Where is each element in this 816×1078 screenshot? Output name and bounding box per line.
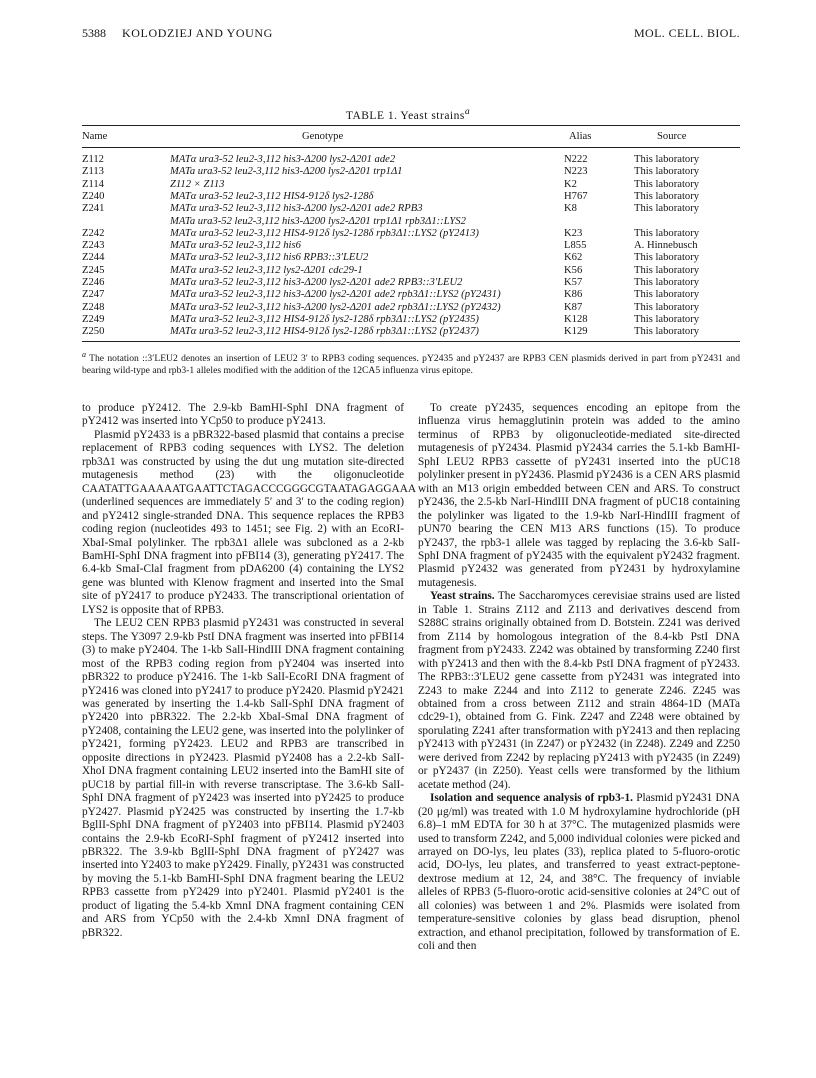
cell-strain-name: Z114 (82, 178, 104, 190)
table-row (82, 289, 740, 301)
table-caption: TABLE 1. Yeast strains$^a$ (345, 106, 471, 122)
cell-source: This laboratory (634, 227, 700, 239)
cell-strain-name: Z242 (82, 227, 105, 239)
cell-source: This laboratory (634, 277, 700, 288)
cell-alias: K56 (564, 264, 583, 276)
table-row (82, 203, 740, 215)
table-row (82, 154, 740, 166)
cell-alias: K23 (564, 227, 583, 239)
cell-alias: L855 (564, 240, 587, 252)
cell-source: This laboratory (634, 190, 700, 202)
paragraph: To create pY2435, sequences encoding an epitope from the influenza virus hemagglutinin protein was added to the amino terminus of RPB3 by oligonucleotide-mediated site-directed mutagenesis of pY2434. Plasmid pY2434 carries the 5.1-kb BamHI-SphI LEU2 RPB3 cassette of pY2431 inserted into the pUC18 polylinker present in pY2436. Plasmid pY2436 is a CEN ARS plasmid with an M13 origin embedded between CEN and ARS. To construct pY2436, the 2.5-kb NarI-HindIII DNA fragment of pUC18 containing the polylinker was ligated to the 1.9-kb NarI-HindIII fragment of pUN70 bearing the CEN M13 ARS functions (15). To produce pY2437, the rpb3-1 allele was tagged by replacing the 3.6-kb SalI-SphI DNA fragment of pY2435 with the equivalent pY2432 fragment. Plasmid pY2432 was generated from pY2431 by hydroxylamine mutagenesis. (418, 402, 740, 589)
cell-alias: N223 (564, 166, 588, 178)
table-row (82, 179, 740, 191)
cell-genotype: MATα ura3-52 leu2-3,112 lys2-Δ201 cdc29-1 (170, 264, 363, 276)
column-header-name: Name (82, 131, 108, 142)
cell-source: This laboratory (634, 252, 700, 264)
table-bottom-rule (82, 341, 740, 342)
cell-genotype: MATα ura3-52 leu2-3,112 his6 RPB3::3′LEU2 (170, 252, 369, 264)
caption-footnote-marker: a (464, 106, 471, 117)
cell-strain-name: Z248 (82, 301, 105, 313)
cell-strain-name: Z247 (82, 289, 105, 301)
cell-source: A. Hinnebusch (634, 240, 698, 252)
cell-alias: K128 (564, 313, 588, 325)
cell-genotype: Z112 × Z113 (170, 178, 225, 190)
table-row (82, 228, 740, 240)
cell-genotype: MATα ura3-52 leu2-3,112 his3-Δ200 lys2-Δ201 ade2 RPB3::3′LEU2 (170, 277, 463, 288)
left-column (82, 402, 417, 940)
cell-genotype: MATα ura3-52 leu2-3,112 his6 (170, 240, 301, 252)
cell-strain-name: Z241 (82, 203, 105, 215)
cell-alias: K86 (564, 289, 583, 301)
cell-source: This laboratory (634, 326, 700, 338)
journal-name: MOL. CELL. BIOL. (633, 26, 740, 40)
running-header (82, 26, 740, 44)
cell-genotype: MATα ura3-52 leu2-3,112 his3-Δ200 lys2-Δ201 ade2 rpb3Δ1::LYS2 (pY2431) (170, 289, 501, 301)
cell-source: This laboratory (634, 178, 700, 190)
cell-alias: K62 (564, 252, 583, 264)
cell-strain-name: Z243 (82, 240, 105, 252)
table-row (82, 302, 740, 314)
cell-strain-name: Z112 (82, 154, 104, 165)
cell-genotype: MATα ura3-52 leu2-3,112 HIS4-912δ lys2-128δ rpb3Δ1::LYS2 (pY2437) (170, 326, 479, 338)
right-column (418, 402, 740, 954)
cell-strain-name: Z246 (82, 277, 105, 288)
table-row (82, 326, 740, 338)
table-row (82, 216, 740, 228)
paragraph: to produce pY2412. The 2.9-kb BamHI-SphI DNA fragment of pY2412 was inserted into YCp50 to produce pY2413. (82, 402, 404, 428)
table-row (82, 252, 740, 264)
cell-alias: K87 (564, 301, 583, 313)
run-in-heading: Isolation and sequence analysis of rpb3-1. (430, 792, 633, 805)
cell-genotype: MATα ura3-52 leu2-3,112 HIS4-912δ lys2-128δ rpb3Δ1::LYS2 (pY2413) (170, 227, 479, 239)
cell-genotype: MATα ura3-52 leu2-3,112 HIS4-912δ lys2-128δ rpb3Δ1::LYS2 (pY2435) (170, 313, 479, 325)
cell-alias: N222 (564, 154, 588, 165)
cell-alias: K129 (564, 326, 588, 338)
cell-strain-name: Z240 (82, 190, 105, 202)
paragraph-isolation: Isolation and sequence analysis of rpb3-1. Plasmid pY2431 DNA (20 μg/ml) was treated with 1.0 M hydroxylamine hydrochloride (pH 6.8)–1 mM EDTA for 30 h at 37°C. The mutagenized plasmids were used to transform Z242, and 5,000 individual colonies were picked and arrayed on DO-lys, leu plates (33), replica plated to 5-fluoro-orotic acid, DO-lys, leu plates, and transferred to yeast extract-peptone-dextrose medium at 12, 24, and 38°C. The frequency of inviable alleles of RPB3 (5-fluoro-orotic acid-sensitive colonies at 24°C out of all colonies) was between 1 and 2%. Plasmids were isolated from temperature-sensitive colonies by glass bead disruption, phenol extraction, and ethanol precipitation, followed by transformation of E. coli and then (418, 792, 740, 953)
cell-source: This laboratory (634, 166, 700, 178)
paragraph-yeast-strains: Yeast strains. The Saccharomyces cerevisiae strains used are listed in Table 1. Strains Z112 and Z113 and derivatives descend from S288C strains originally obtained from D. Botstein. Z241 was derived from Z114 by homologous integration of the 8.4-kb PstI DNA fragment from pY2433. Z242 was obtained by transforming Z240 first with pY2413 and then with the 8.4-kb PstI DNA fragment of pY2433. The RPB3::3′LEU2 gene cassette from pY2431 was integrated into Z243 to make Z244 and into Z112 to generate Z246. Z245 was obtained from a cross between Z112 and strain 4864-1D (MATa cdc29-1), obtained from G. Fink. Z247 and Z248 were obtained by sporulating Z241 after transformation with pY2413 and then replacing pY2413 with pY2431 (in Z247) or pY2432 (in Z248). Z249 and Z250 were derived from Z242 by replacing pY2413 with pY2435 (in Z249) or pY2437 (in Z250). Yeast cells were transformed by the lithium acetate method (24). (418, 590, 741, 791)
table-row (82, 191, 740, 203)
cell-strain-name: Z245 (82, 264, 105, 276)
paragraph: Plasmid pY2433 is a pBR322-based plasmid that contains a precise replacement of RPB3 coding sequences with LYS2. The deletion rpb3Δ1 was constructed by using the dut ung mutation site-directed mutagenesis method (23) with the oligonucleotide CAATATTGAAAAATGAATTCTAGACCCGGGCGTAATAGAGGAAA (underlined sequences are immediately 5′ and 3′ to the coding region) and pY2412 single-stranded DNA. This sequence replaces the RPB3 coding region (nucleotides 493 to 1451; see Fig. 2) with an EcoRI-XbaI-SmaI polylinker. The rpb3Δ1 allele was subcloned as a 2-kb BamHI-SphI DNA fragment into pFBI14 (3), generating pY2417. The 6.4-kb SmaI-ClaI fragment from pDA6200 (4) containing the LYS2 gene was blunted with Klenow fragment and inserted into the SmaI site of pY2417 to produce pY2433. The transcriptional orientation of LYS2 is opposite that of RPB3. (82, 428, 417, 616)
table-row (82, 265, 740, 277)
cell-source: This laboratory (634, 203, 700, 215)
cell-genotype: MATα ura3-52 leu2-3,112 his3-Δ200 lys2-Δ201 ade2 rpb3Δ1::LYS2 (pY2432) (170, 301, 501, 313)
cell-alias: H767 (564, 190, 588, 202)
table-row (82, 240, 740, 252)
cell-source: This laboratory (634, 289, 700, 301)
table-header-row (82, 131, 740, 143)
cell-genotype: MATα ura3-52 leu2-3,112 his3-Δ200 lys2-Δ201 ade2 RPB3 (170, 203, 423, 215)
table-footnote: $^a$ The notation ::3′LEU2 denotes an insertion of LEU2 3′ to RPB3 coding sequences. pY2435 and pY2437 are RPB3 CEN plasmids derived in part from pY2431 and bearing wild-type and rpb3-1 alleles modified with the addition of the 12CA5 influenza virus epitope. (82, 350, 740, 376)
cell-genotype: MATα ura3-52 leu2-3,112 HIS4-912δ lys2-128δ (170, 190, 374, 202)
table-top-rule (82, 125, 740, 126)
table-row (82, 314, 740, 326)
cell-alias: K8 (564, 203, 577, 215)
cell-strain-name: Z249 (82, 313, 105, 325)
table-row (82, 277, 740, 289)
footnote-marker: a (82, 350, 86, 359)
table-header-rule (82, 147, 740, 148)
running-authors: KOLODZIEJ AND YOUNG (122, 26, 273, 40)
cell-genotype: MATα ura3-52 leu2-3,112 his3-Δ200 lys2-Δ201 ade2 (170, 154, 396, 165)
column-header-genotype: Genotype (302, 131, 344, 142)
cell-source: This laboratory (634, 313, 700, 325)
table-row (82, 166, 740, 178)
paragraph: The LEU2 CEN RPB3 plasmid pY2431 was constructed in several steps. The Y3097 2.9-kb PstI DNA fragment was inserted into pFBI14 (3) to make pY2404. The 1-kb SalI-HindIII DNA fragment containing most of the RPB3 coding region from pY2404 was inserted into pBR322 to produce pY2416. The 1-kb SalI-EcoRI DNA fragment of pY2416 was cloned into pY2417 to produce pY2420. Plasmid pY2421 was generated by inserting the 1.4-kb SalI-SphI DNA fragment of pY2420 into pBR322. The 2.2-kb XbaI-SmaI DNA fragment of pY2408, containing the LEU2 gene, was inserted into the polylinker of pY2421, forming pY2423. LEU2 and RPB3 are transcribed in opposite directions in pY2423. Plasmid pY2408 has a 2.2-kb SalI-XhoI DNA fragment containing LEU2 inserted into the BamHI site of pUC18 by partial fill-in with reverse transcriptase. The 3.6-kb SalI-SphI DNA fragment of pY2423 was inserted into pY2425 to produce pY2427. Plasmid pY2425 was constructed by inserting the 1.7-kb BglII-SphI DNA fragment of pY2403 into pFBI14. Plasmid pY2403 contains the 2.9-kb EcoRI-SphI fragment of pY2412 inserted into pBR322. The 3.9-kb BglII-SphI DNA fragment of pY2427 was inserted into Y2403 to make pY2429. Finally, pY2431 was constructed by moving the 5.1-kb BamHI-SphI DNA fragment bearing the LEU2 RPB3 cassette from pY2429 into pY2401. Plasmid pY2401 is the product of ligating the 5.4-kb XmnI DNA fragment containing CEN and ARS from YCp50 with the 2.4-kb XmnI DNA fragment of pBR322. (82, 617, 404, 939)
cell-strain-name: Z244 (82, 252, 105, 264)
run-in-heading: Yeast strains. (430, 590, 495, 603)
column-header-source: Source (657, 131, 687, 142)
cell-strain-name: Z250 (82, 326, 105, 338)
cell-source: This laboratory (634, 264, 700, 276)
cell-source: This laboratory (634, 301, 700, 313)
cell-alias: K57 (564, 277, 583, 288)
page-number: 5388 (82, 26, 106, 40)
cell-source: This laboratory (634, 154, 700, 165)
cell-strain-name: Z113 (82, 166, 104, 178)
cell-genotype: MATa ura3-52 leu2-3,112 his3-Δ200 lys2-Δ201 trp1Δ1 (170, 166, 403, 178)
cell-genotype: MATa ura3-52 leu2-3,112 his3-Δ200 lys2-Δ201 trp1Δ1 rpb3Δ1::LYS2 (170, 215, 466, 227)
column-header-alias: Alias (569, 131, 592, 142)
cell-alias: K2 (564, 178, 577, 190)
